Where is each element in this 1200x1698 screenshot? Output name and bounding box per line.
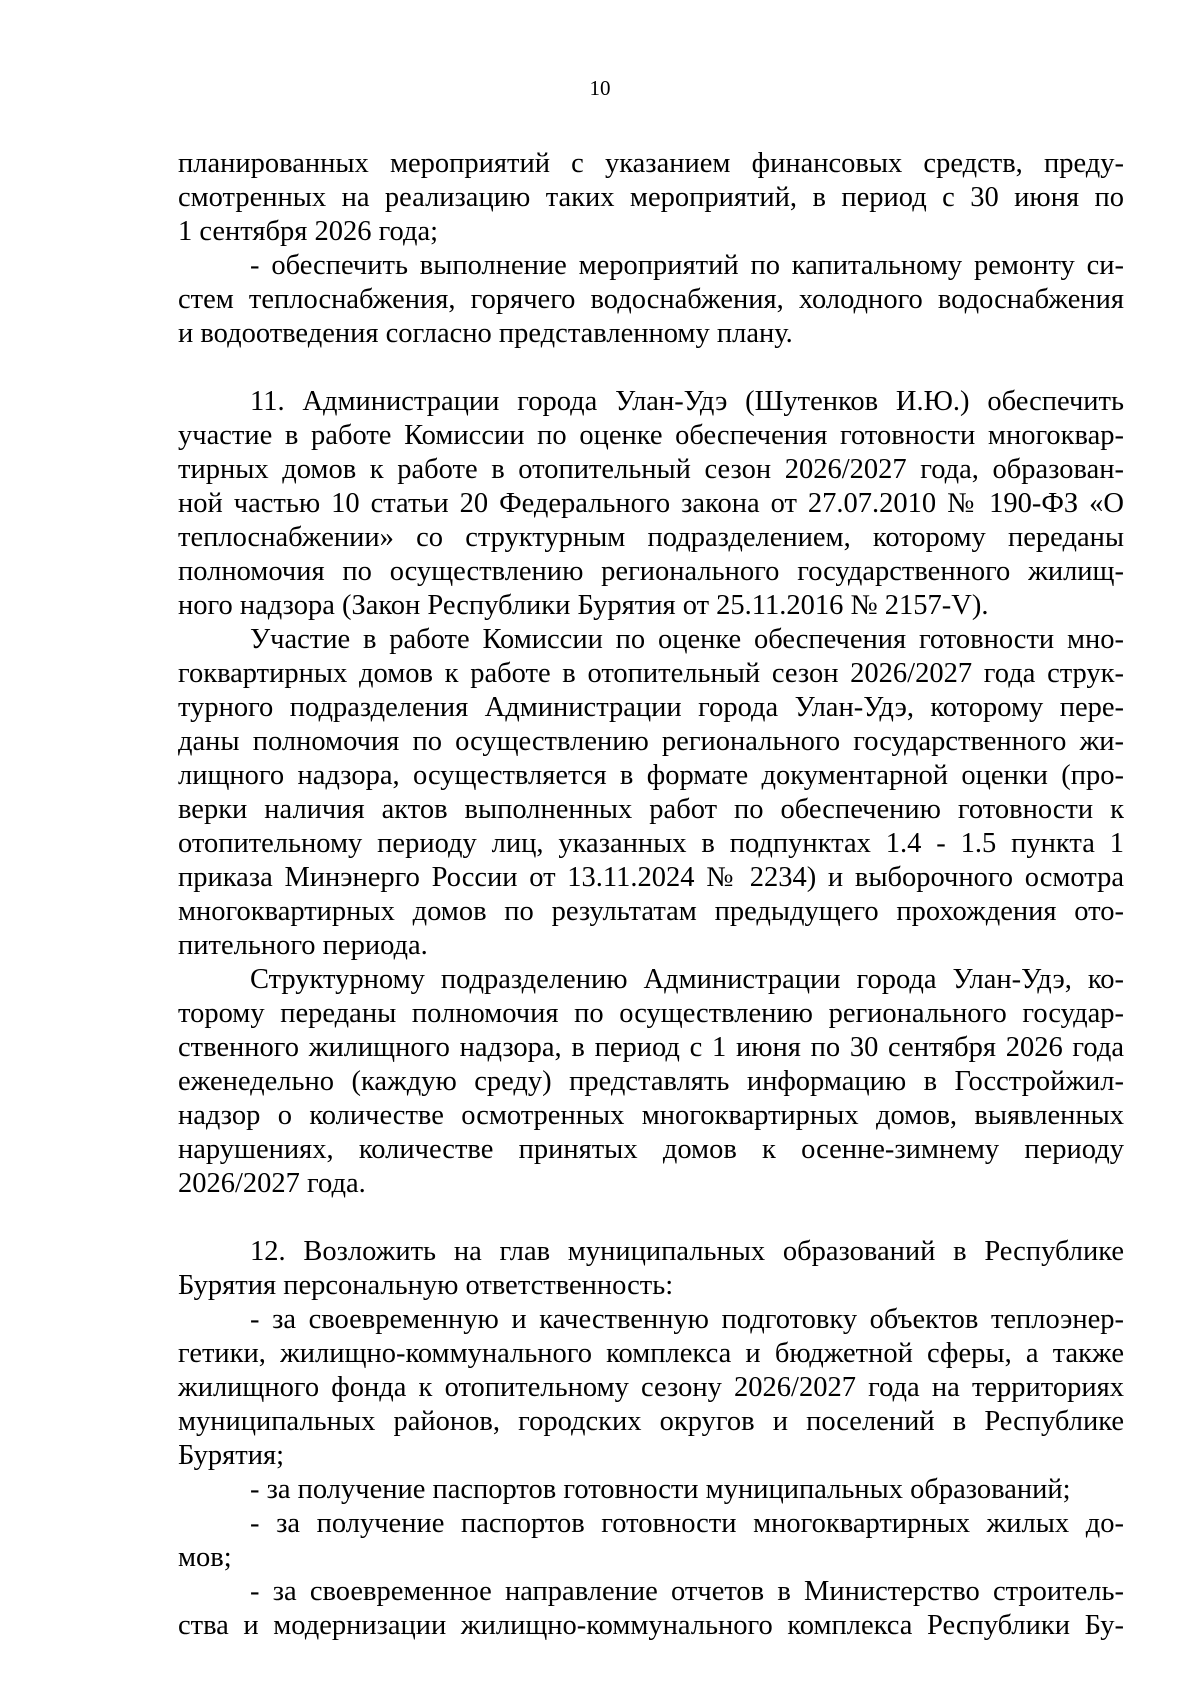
text-line: Структурному подразделению Администрации города Улан-Удэ, ко- [250,964,1124,995]
text-line: гетики, жилищно-коммунального комплекса и бюджетной сферы, а также [178,1338,1124,1369]
document-body [178,147,1124,1643]
text-line: турного подразделения Администрации города Улан-Удэ, которому пере- [178,692,1124,723]
text-line: многоквартирных домов по результатам предыдущего прохождения ото- [178,896,1124,927]
text-line: ственного жилищного надзора, в период с 1 июня по 30 сентября 2026 года [178,1032,1124,1063]
text-line: смотренных на реализацию таких мероприятий, в период с 30 июня по [178,182,1124,213]
text-line: нарушениях, количестве принятых домов к осенне-зимнему периоду [178,1134,1124,1165]
paragraph-p2 [178,249,1124,351]
text-line: ного надзора (Закон Республики Бурятия от 25.11.2016 № 2157-V). [178,590,989,621]
text-line: - за своевременное направление отчетов в Министерство строитель- [250,1576,1124,1607]
paragraph-p1 [178,147,1124,249]
text-line: тирных домов к работе в отопительный сезон 2026/2027 года, образован- [178,454,1124,485]
paragraph-p3 [178,385,1124,623]
text-line: торому переданы полномочия по осуществлению регионального государ- [178,998,1124,1029]
page-number: 10 [589,76,611,100]
paragraph-p6 [178,1235,1124,1303]
text-line: еженедельно (каждую среду) представлять информацию в Госстройжил- [178,1066,1124,1097]
text-line: муниципальных районов, городских округов и поселений в Республике [178,1406,1124,1437]
text-line: гоквартирных домов к работе в отопительный сезон 2026/2027 года струк- [178,658,1124,689]
paragraph-p8 [178,1473,1124,1507]
text-line: 1 сентября 2026 года; [178,216,439,247]
paragraph-p10 [178,1575,1124,1643]
text-line: даны полномочия по осуществлению регионального государственного жи- [178,726,1124,757]
text-line: 11. Администрации города Улан-Удэ (Шутенков И.Ю.) обеспечить [250,386,1124,417]
paragraph-p7 [178,1303,1124,1473]
text-line: планированных мероприятий с указанием финансовых средств, преду- [178,148,1124,179]
text-line: жилищного фонда к отопительному сезону 2026/2027 года на территориях [178,1372,1124,1403]
text-line: ства и модернизации жилищно-коммунального комплекса Республики Бу- [178,1610,1124,1641]
text-line: надзор о количестве осмотренных многоквартирных домов, выявленных [178,1100,1124,1131]
text-line: и водоотведения согласно представленному плану. [178,318,793,349]
text-line: 2026/2027 года. [178,1168,366,1199]
paragraph-p5 [178,963,1124,1201]
text-line: - за получение паспортов готовности многоквартирных жилых до- [250,1508,1124,1539]
text-line: - обеспечить выполнение мероприятий по капитальному ремонту си- [250,250,1124,281]
text-line: 12. Возложить на глав муниципальных образований в Республике [250,1236,1124,1267]
text-line: полномочия по осуществлению регионального государственного жилищ- [178,556,1124,587]
text-line: пительного периода. [178,930,428,961]
text-line: отопительному периоду лиц, указанных в подпунктах 1.4 - 1.5 пункта 1 [178,828,1124,859]
text-line: приказа Минэнерго России от 13.11.2024 № 2234) и выборочного осмотра [178,862,1124,893]
text-line: стем теплоснабжения, горячего водоснабжения, холодного водоснабжения [178,284,1124,315]
text-line: Бурятия персональную ответственность: [178,1270,674,1301]
text-line: ной частью 10 статьи 20 Федерального закона от 27.07.2010 № 190-ФЗ «О [178,488,1124,519]
text-line: мов; [178,1542,232,1573]
text-line: - за получение паспортов готовности муниципальных образований; [250,1474,1071,1505]
paragraph-gap [178,351,1124,385]
paragraph-p4 [178,623,1124,963]
text-line: верки наличия актов выполненных работ по обеспечению готовности к [178,794,1124,825]
text-line: Участие в работе Комиссии по оценке обеспечения готовности мно- [250,624,1124,655]
paragraph-p9 [178,1507,1124,1575]
text-line: участие в работе Комиссии по оценке обеспечения готовности многоквар- [178,420,1124,451]
paragraph-gap [178,1201,1124,1235]
text-line: теплоснабжении» со структурным подразделением, которому переданы [178,522,1124,553]
text-line: лищного надзора, осуществляется в формате документарной оценки (про- [178,760,1124,791]
text-line: - за своевременную и качественную подготовку объектов теплоэнер- [250,1304,1124,1335]
text-line: Бурятия; [178,1440,284,1471]
